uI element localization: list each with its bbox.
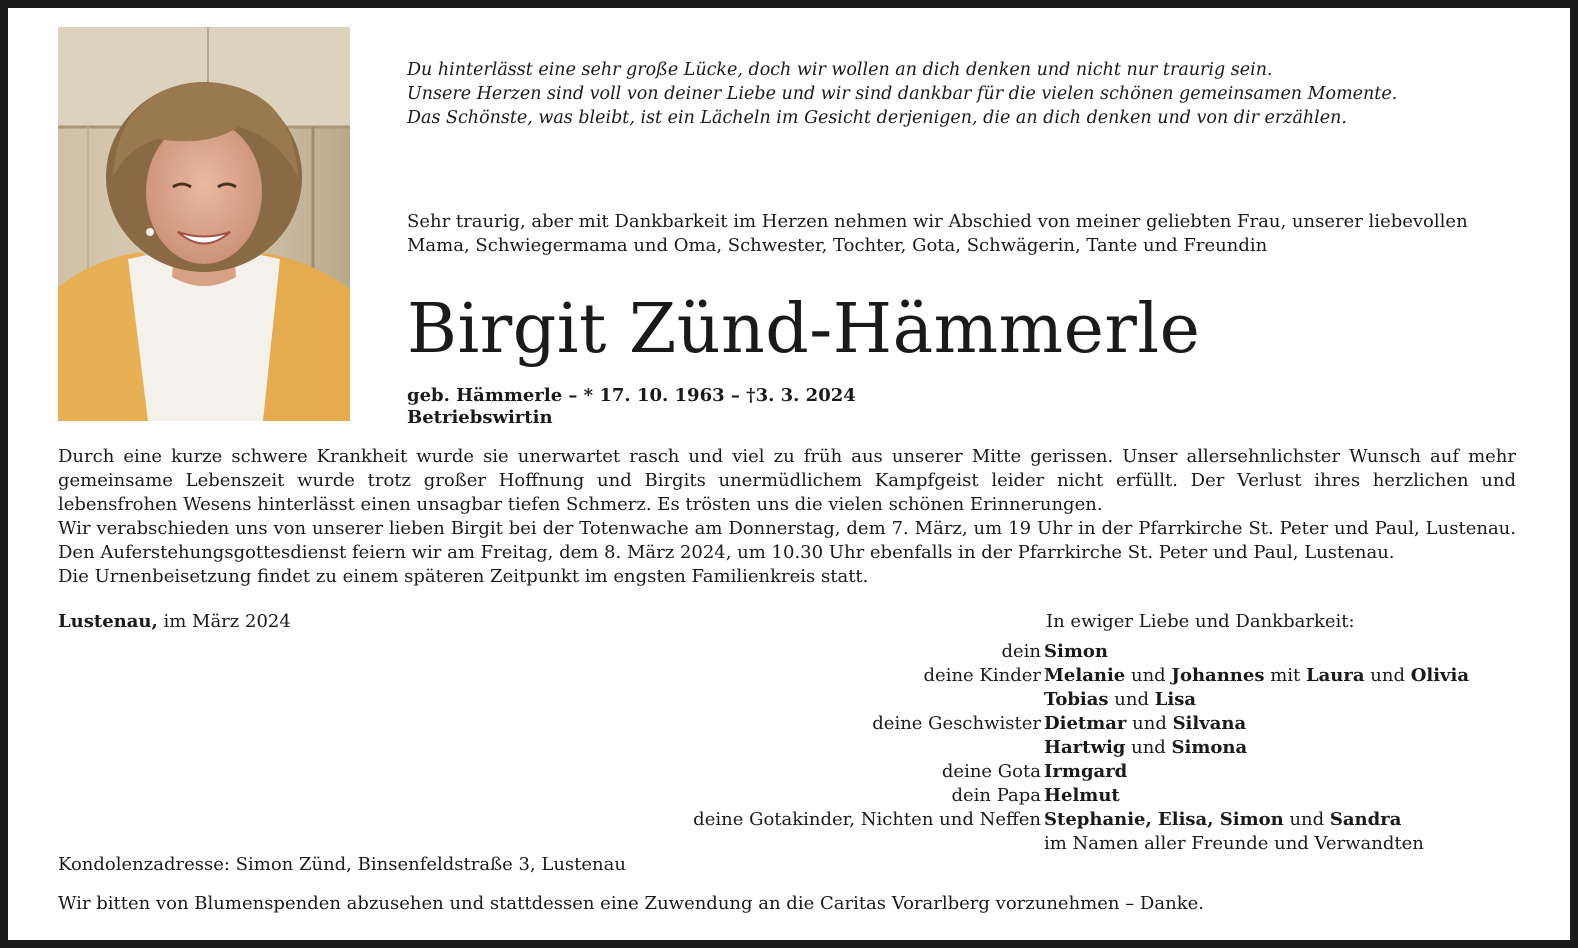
- life-dates: geb. Hämmerle – * 17. 10. 1963 – †3. 3. 2024: [407, 385, 856, 406]
- mourner-row: [560, 664, 1469, 688]
- farewell-intro: [407, 210, 1517, 258]
- relation-label: deine Gotakinder, Nichten und Neffen: [693, 809, 1041, 830]
- mourner-row: [560, 784, 1469, 808]
- place-city: Lustenau,: [58, 611, 158, 632]
- closing-phrase: In ewiger Liebe und Dankbarkeit:: [1046, 611, 1355, 632]
- mourner-name: Olivia: [1410, 665, 1470, 686]
- body-paragraph: Wir verabschieden uns von unserer lieben Birgit bei der Totenwache am Donnerstag, dem 7. März, um 19 Uhr in der Pfarrkirche St. Peter und Paul, Lustenau. Den Auferstehungsgottesdienst feiern wir am Freitag, dem 8. März 2024, um 10.30 Uhr ebenfalls in der Pfarrkirche St. Peter und Paul, Lustenau.: [58, 518, 1516, 563]
- mourner-name: Stephanie, Elisa, Simon: [1044, 809, 1284, 830]
- profession: Betriebswirtin: [407, 407, 553, 428]
- mourner-row: [560, 712, 1469, 736]
- mourner-name: Hartwig: [1044, 737, 1126, 758]
- connector-text: im Namen aller Freunde und Verwandten: [1044, 833, 1424, 854]
- mourner-row: [560, 832, 1469, 856]
- mourner-row: [560, 640, 1469, 664]
- connector-text: mit: [1264, 665, 1306, 686]
- relation-label: [560, 832, 1044, 856]
- relation-label: [560, 688, 1044, 712]
- connector-text: und: [1125, 665, 1172, 686]
- relation-label: dein Papa: [951, 785, 1041, 806]
- mourners-list: [560, 640, 1469, 856]
- deceased-name: Birgit Zünd-Hämmerle: [407, 290, 1201, 369]
- connector-text: und: [1126, 713, 1173, 734]
- portrait-photo: [58, 27, 350, 421]
- intro-line: Sehr traurig, aber mit Dankbarkeit im Herzen nehmen wir Abschied von meiner geliebten Frau, unserer liebevollen: [407, 211, 1468, 232]
- mourner-name: Johannes: [1171, 665, 1265, 686]
- mourner-name: Sandra: [1329, 809, 1402, 830]
- intro-line: Mama, Schwiegermama und Oma, Schwester, Tochter, Gota, Schwägerin, Tante und Freundin: [407, 235, 1268, 256]
- mourner-name: Tobias: [1044, 689, 1109, 710]
- connector-text: und: [1364, 665, 1411, 686]
- mourner-name: Laura: [1305, 665, 1365, 686]
- mourner-name: Dietmar: [1044, 713, 1127, 734]
- mourner-row: [560, 808, 1469, 832]
- obituary-body: [58, 445, 1516, 589]
- body-paragraph: Durch eine kurze schwere Krankheit wurde sie unerwartet rasch und viel zu früh aus unserer Mitte gerissen. Unser allersehnlichster Wunsch auf mehr gemeinsame Lebenszeit wurde trotz großer Hoffnung und Birgits unermüdlichem Kampfgeist leider nicht erfüllt. Der Verlust ihres herzlichen und lebensfrohen Wesens hinterlässt einen unsagbar tiefen Schmerz. Es trösten uns die vielen schönen Erinnerungen.: [58, 446, 1516, 515]
- mourner-row: [560, 688, 1469, 712]
- relation-label: deine Geschwister: [872, 713, 1041, 734]
- relation-label: dein: [1001, 641, 1041, 662]
- relation-label: deine Kinder: [923, 665, 1041, 686]
- connector-text: und: [1125, 737, 1172, 758]
- connector-text: und: [1108, 689, 1155, 710]
- mourner-name: Irmgard: [1044, 761, 1128, 782]
- place-date: [58, 610, 291, 634]
- quote-line: Unsere Herzen sind voll von deiner Liebe und wir sind dankbar für die vielen schönen gemeinsamen Momente.: [407, 84, 1398, 104]
- memorial-quote: [407, 58, 1507, 130]
- connector-text: und: [1283, 809, 1330, 830]
- mourner-row: [560, 736, 1469, 760]
- donation-request: Wir bitten von Blumenspenden abzusehen und stattdessen eine Zuwendung an die Caritas Vorarlberg vorzunehmen – Danke.: [58, 893, 1204, 914]
- relation-label: [560, 736, 1044, 760]
- body-paragraph: Die Urnenbeisetzung findet zu einem späteren Zeitpunkt im engsten Familienkreis statt.: [58, 566, 869, 587]
- quote-line: Das Schönste, was bleibt, ist ein Lächeln im Gesicht derjenigen, die an dich denken und von dir erzählen.: [407, 108, 1347, 128]
- mourner-name: Lisa: [1154, 689, 1197, 710]
- mourner-name: Simon: [1044, 641, 1108, 662]
- mourner-name: Simona: [1171, 737, 1248, 758]
- condolence-address: Kondolenzadresse: Simon Zünd, Binsenfeldstraße 3, Lustenau: [58, 854, 626, 875]
- mourner-row: [560, 760, 1469, 784]
- place-month: im März 2024: [157, 611, 291, 632]
- mourner-name: Silvana: [1172, 713, 1247, 734]
- quote-line: Du hinterlässt eine sehr große Lücke, doch wir wollen an dich denken und nicht nur traurig sein.: [407, 60, 1273, 80]
- mourner-name: Helmut: [1044, 785, 1120, 806]
- mourner-name: Melanie: [1044, 665, 1126, 686]
- relation-label: deine Gota: [941, 761, 1041, 782]
